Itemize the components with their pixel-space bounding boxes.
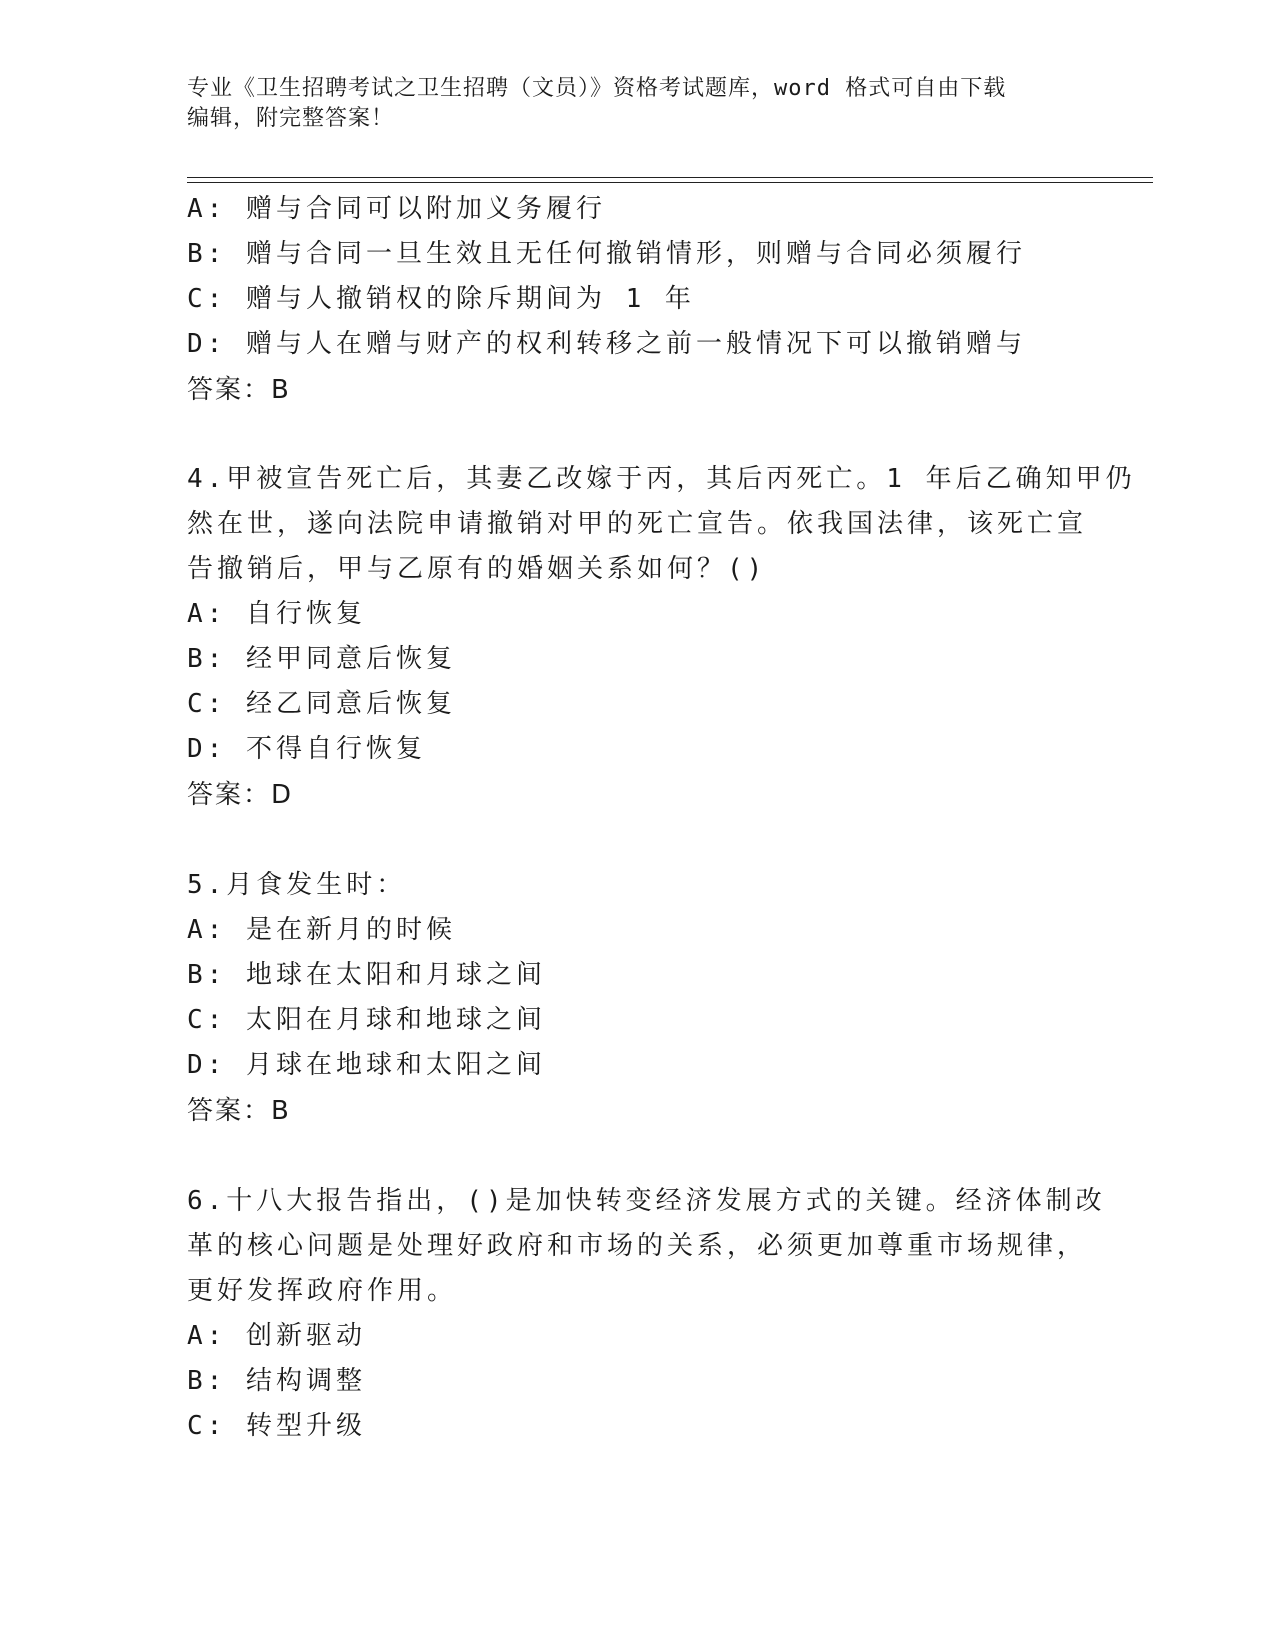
q5-option-c: C: 太阳在月球和地球之间 — [187, 1005, 546, 1035]
q6-option-c: C: 转型升级 — [187, 1411, 366, 1441]
q5-option-b: B: 地球在太阳和月球之间 — [187, 960, 546, 990]
q4-stem-line-3: 告撤销后，甲与乙原有的婚姻关系如何？() — [187, 554, 767, 584]
q4-option-b: B: 经甲同意后恢复 — [187, 644, 456, 674]
q6-option-a: A: 创新驱动 — [187, 1321, 366, 1351]
q5-stem-line-1: 5.月食发生时： — [187, 870, 407, 900]
q3-answer: 答案：B — [187, 375, 291, 405]
header-line-1: 专业《卫生招聘考试之卫生招聘（文员）》资格考试题库，word 格式可自由下载 — [187, 76, 1007, 101]
q5-option-d: D: 月球在地球和太阳之间 — [187, 1050, 546, 1080]
header-rule-bottom — [187, 182, 1153, 183]
document-header — [187, 74, 1067, 134]
q4-option-a: A: 自行恢复 — [187, 599, 366, 629]
q4-answer: 答案：D — [187, 780, 294, 810]
q4-stem-line-2: 然在世，遂向法院申请撤销对甲的死亡宣告。依我国法律，该死亡宣 — [187, 509, 1088, 539]
q3-option-c: C: 赠与人撤销权的除斥期间为 1 年 — [187, 284, 695, 314]
q5-answer: 答案：B — [187, 1096, 291, 1126]
q6-stem-line-3: 更好发挥政府作用。 — [187, 1276, 458, 1306]
q5-option-a: A: 是在新月的时候 — [187, 915, 456, 945]
q6-stem-line-2: 革的核心问题是处理好政府和市场的关系，必须更加尊重市场规律， — [187, 1231, 1088, 1261]
header-rule-top — [187, 177, 1153, 178]
q4-option-d: D: 不得自行恢复 — [187, 734, 426, 764]
q6-stem-line-1: 6.十八大报告指出，()是加快转变经济发展方式的关键。经济体制改 — [187, 1186, 1106, 1216]
header-line-2: 编辑，附完整答案！ — [187, 106, 395, 131]
q4-option-c: C: 经乙同意后恢复 — [187, 689, 456, 719]
q3-option-a: A: 赠与合同可以附加义务履行 — [187, 194, 606, 224]
q3-option-b: B: 赠与合同一旦生效且无任何撤销情形，则赠与合同必须履行 — [187, 239, 1026, 269]
q6-option-b: B: 结构调整 — [187, 1366, 366, 1396]
q3-option-d: D: 赠与人在赠与财产的权利转移之前一般情况下可以撤销赠与 — [187, 329, 1026, 359]
q4-stem-line-1: 4.甲被宣告死亡后，其妻乙改嫁于丙，其后丙死亡。1 年后乙确知甲仍 — [187, 464, 1136, 494]
